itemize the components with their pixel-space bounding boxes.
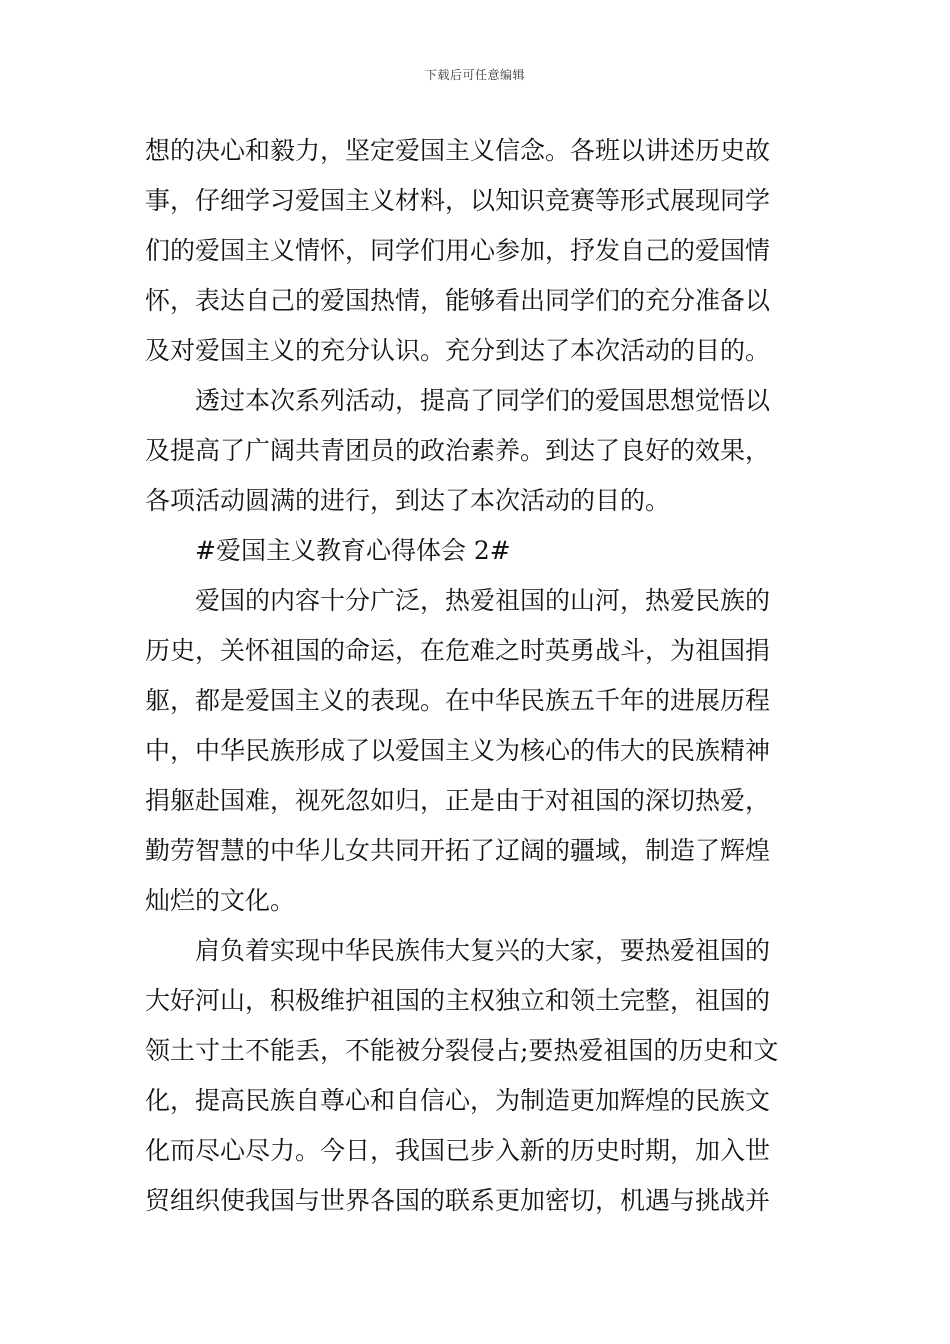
section-heading <box>145 526 810 576</box>
text-line: 肩负着实现中华民族伟大复兴的大家，要热爱祖国的 <box>195 936 771 965</box>
paragraph-3 <box>145 576 810 926</box>
text-line: 灿烂的文化。 <box>145 886 296 915</box>
text-line: 及提高了广阔共青团员的政治素养。到达了良好的效果， <box>145 436 771 465</box>
text-line: 领土寸土不能丢，不能被分裂侵占;要热爱祖国的历史和文 <box>145 1036 779 1065</box>
text-line: 事，仔细学习爱国主义材料，以知识竞赛等形式展现同学 <box>145 186 771 215</box>
paragraph-2 <box>145 376 810 526</box>
text-line: 历史，关怀祖国的命运，在危难之时英勇战斗，为祖国捐 <box>145 636 771 665</box>
text-line: 及对爱国主义的充分认识。充分到达了本次活动的目的。 <box>145 336 771 365</box>
text-line: 躯，都是爱国主义的表现。在中华民族五千年的进展历程 <box>145 686 771 715</box>
text-line: 大好河山，积极维护祖国的主权独立和领土完整，祖国的 <box>145 986 771 1015</box>
paragraph-4 <box>145 926 810 1226</box>
text-line: 怀，表达自己的爱国热情，能够看出同学们的充分准备以 <box>145 286 771 315</box>
text-line: 勤劳智慧的中华儿女共同开拓了辽阔的疆域，制造了辉煌 <box>145 836 771 865</box>
text-line: 化，提高民族自尊心和自信心，为制造更加辉煌的民族文 <box>145 1086 771 1115</box>
text-line: 化而尽心尽力。今日，我国已步入新的历史时期，加入世 <box>145 1136 771 1165</box>
text-line: 捐躯赴国难，视死忽如归，正是由于对祖国的深切热爱， <box>145 786 771 815</box>
page-header: 下载后可任意编辑 <box>424 68 525 82</box>
text-line: 们的爱国主义情怀，同学们用心参加，抒发自己的爱国情 <box>145 236 771 265</box>
text-line: 透过本次系列活动，提高了同学们的爱国思想觉悟以 <box>195 386 771 415</box>
text-line: 爱国的内容十分广泛，热爱祖国的山河，热爱民族的 <box>195 586 771 615</box>
document-body <box>145 126 810 1226</box>
paragraph-1 <box>145 126 810 376</box>
text-line: 各项活动圆满的进行，到达了本次活动的目的。 <box>145 486 671 515</box>
heading-text: #爱国主义教育心得体会 2# <box>195 536 511 565</box>
text-line: 贸组织使我国与世界各国的联系更加密切，机遇与挑战并 <box>145 1186 771 1215</box>
text-line: 想的决心和毅力，坚定爱国主义信念。各班以讲述历史故 <box>145 136 771 165</box>
text-line: 中，中华民族形成了以爱国主义为核心的伟大的民族精神 <box>145 736 771 765</box>
